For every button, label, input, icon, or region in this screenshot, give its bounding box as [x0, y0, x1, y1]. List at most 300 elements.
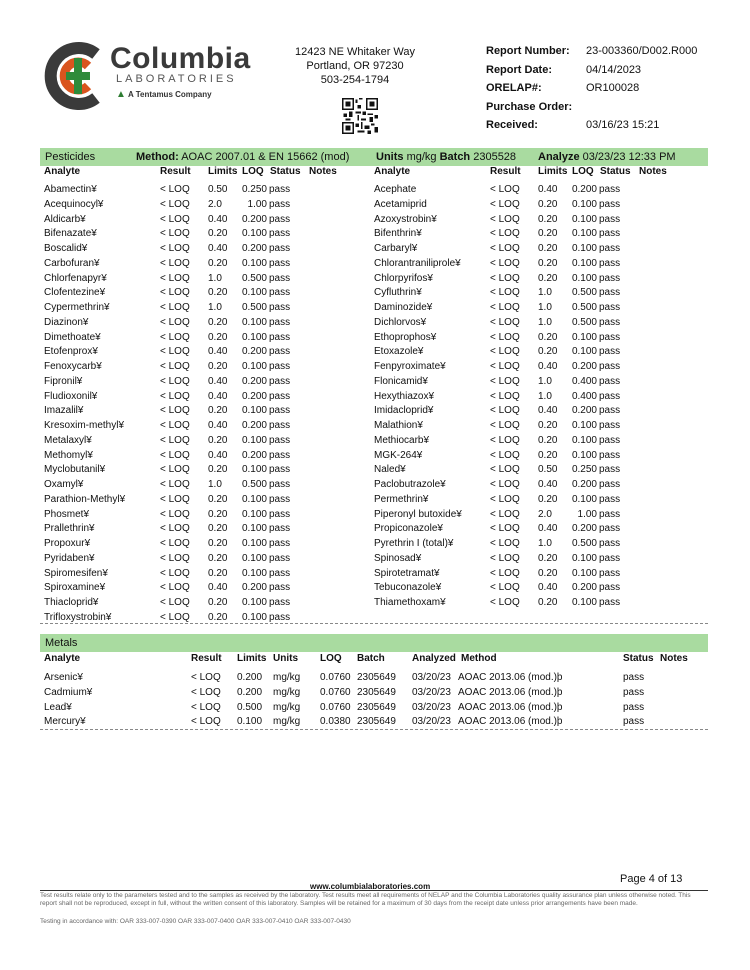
- result-value: < LOQ: [490, 538, 520, 549]
- analyte-name: Prallethrin¥: [44, 523, 95, 535]
- status-value: pass: [599, 331, 621, 343]
- limit-value: 0.20: [208, 552, 228, 564]
- analyte-name: Parathion-Methyl¥: [44, 493, 126, 505]
- result-value: < LOQ: [490, 228, 520, 240]
- header-loq: LOQ: [320, 653, 342, 664]
- analyte-name: Imazalil¥: [44, 405, 84, 417]
- loq-value: 0.100: [241, 611, 267, 623]
- analyte-name: Bifenthrin¥: [374, 228, 422, 240]
- footer-rule: [40, 890, 708, 891]
- batch-label: Batch: [439, 151, 471, 163]
- limit-value: 0.20: [538, 257, 558, 269]
- result-value: < LOQ: [160, 213, 190, 225]
- method-group: [136, 151, 349, 163]
- loq-value: 0.400: [571, 390, 597, 402]
- status-value: pass: [269, 390, 291, 402]
- batch-value: 2305649: [357, 701, 396, 713]
- result-value: < LOQ: [160, 390, 190, 402]
- limit-value: 0.40: [208, 243, 228, 254]
- units-label: Units: [376, 151, 404, 163]
- limit-value: 1.0: [208, 302, 222, 313]
- loq-value: 0.100: [571, 228, 597, 240]
- loq-value: 0.100: [571, 198, 597, 210]
- status-value: pass: [269, 331, 291, 343]
- header-analyzed: Analyzed: [412, 653, 456, 664]
- result-value: < LOQ: [160, 405, 190, 417]
- analyte-name: Permethrin¥: [374, 493, 429, 505]
- analyzed-date: 03/20/23: [412, 672, 451, 683]
- report-value: OR100028: [586, 82, 640, 94]
- analyte-name: Chlorfenapyr¥: [44, 272, 107, 284]
- result-value: < LOQ: [490, 493, 520, 505]
- footer-disclaimer: Test results relate only to the parameters tested and to the samples as received by the laboratory. Test results meet all requirements of NELAP and the Columbia Laboratories quality assurance plan unless otherwise noted. This report shall not be reproduced, except in full, without the written consent of this laboratory. Samples will be retained for a maximum of 30 days from the receipt date unless prior arrangements have been made.: [40, 892, 691, 907]
- limit-value: 0.20: [208, 567, 228, 579]
- limit-value: 0.100: [237, 716, 263, 728]
- analyte-name: Imidacloprid¥: [374, 405, 434, 417]
- loq-value: 0.100: [241, 523, 267, 535]
- analyte-name: Fenpyroximate¥: [374, 361, 446, 372]
- header-status: Status: [270, 166, 301, 177]
- page-number: Page 4 of 13: [620, 873, 683, 885]
- limit-value: 0.40: [538, 405, 558, 417]
- status-value: pass: [599, 405, 621, 417]
- limit-value: 1.0: [208, 479, 222, 490]
- analyte-name: Piperonyl butoxide¥: [374, 508, 462, 520]
- status-value: pass: [599, 184, 621, 195]
- address-line: Portland, OR 97230: [306, 60, 404, 72]
- header-result: Result: [160, 166, 191, 177]
- loq-value: 1.00: [577, 508, 597, 520]
- result-value: < LOQ: [490, 316, 520, 328]
- analyte-name: Carbofuran¥: [44, 257, 100, 269]
- result-value: < LOQ: [490, 567, 520, 579]
- result-value: < LOQ: [490, 597, 520, 608]
- loq-value: 0.100: [241, 493, 267, 505]
- result-value: < LOQ: [490, 346, 520, 358]
- analyte-name: Clofentezine¥: [44, 287, 106, 299]
- status-value: pass: [599, 287, 621, 299]
- limit-value: 0.20: [208, 287, 228, 299]
- loq-value: 0.100: [571, 243, 597, 254]
- limit-value: 0.20: [208, 316, 228, 328]
- analyte-name: Fipronil¥: [44, 375, 83, 387]
- header-analyte: Analyte: [374, 166, 411, 177]
- status-value: pass: [599, 567, 621, 579]
- loq-value: 0.500: [571, 538, 597, 549]
- method-value: AOAC 2013.06 (mod.)þ: [458, 686, 563, 698]
- analyte-name: Dimethoate¥: [44, 331, 101, 343]
- result-value: < LOQ: [490, 420, 520, 431]
- analyte-name: Pyrethrin I (total)¥: [374, 538, 454, 549]
- header-loq: LOQ: [242, 166, 264, 177]
- loq-value: 0.0380: [320, 716, 351, 728]
- analyte-name: Acetamiprid: [374, 198, 427, 210]
- report-key: Report Number:: [486, 45, 570, 57]
- status-value: pass: [269, 538, 291, 549]
- analyte-name: Spinosad¥: [374, 552, 422, 564]
- analyte-name: Acequinocyl¥: [44, 198, 104, 210]
- pesticides-divider: [40, 623, 708, 624]
- result-value: < LOQ: [191, 716, 221, 728]
- status-value: pass: [599, 361, 621, 372]
- loq-value: 0.200: [241, 243, 267, 254]
- report-key: Purchase Order:: [486, 100, 573, 113]
- result-value: < LOQ: [490, 375, 520, 387]
- analyte-name: Trifloxystrobin¥: [44, 611, 112, 623]
- limit-value: 0.20: [538, 434, 558, 446]
- pesticides-section-header: [40, 148, 708, 166]
- status-value: pass: [623, 672, 645, 683]
- analyte-name: Diazinon¥: [44, 316, 89, 328]
- status-value: pass: [599, 434, 621, 446]
- analyte-name: Azoxystrobin¥: [374, 213, 437, 225]
- analyzed-date: 03/20/23: [412, 701, 451, 713]
- status-value: pass: [599, 493, 621, 505]
- status-value: pass: [599, 198, 621, 210]
- loq-value: 0.200: [241, 449, 267, 461]
- loq-value: 0.0760: [320, 701, 351, 713]
- status-value: pass: [599, 302, 621, 313]
- header-limits: Limits: [538, 166, 568, 177]
- limit-value: 0.40: [538, 361, 558, 372]
- analyte-name: Hexythiazox¥: [374, 390, 435, 402]
- limit-value: 0.40: [208, 346, 228, 358]
- loq-value: 0.100: [571, 449, 597, 461]
- report-row: [486, 64, 736, 83]
- result-value: < LOQ: [160, 302, 190, 313]
- result-value: < LOQ: [490, 449, 520, 461]
- loq-value: 0.100: [571, 420, 597, 431]
- result-value: < LOQ: [490, 434, 520, 446]
- method-value: AOAC 2013.06 (mod.)þ: [458, 701, 563, 713]
- limit-value: 0.20: [208, 611, 228, 623]
- lab-logo: [44, 40, 251, 115]
- status-value: pass: [599, 538, 621, 549]
- analyte-name: Dichlorvos¥: [374, 316, 427, 328]
- loq-value: 0.200: [571, 184, 597, 195]
- header-units: Units: [273, 653, 298, 664]
- result-value: < LOQ: [160, 449, 190, 461]
- loq-value: 0.100: [241, 508, 267, 520]
- report-value: 23-003360/D002.R000: [586, 45, 698, 57]
- analyze-group: [538, 151, 676, 163]
- lab-subtitle: LABORATORIES: [116, 73, 237, 85]
- analyze-value: 03/23/23 12:33 PM: [582, 151, 676, 163]
- units-value: mg/kg: [273, 701, 301, 713]
- result-value: < LOQ: [160, 316, 190, 328]
- loq-value: 0.200: [571, 405, 597, 417]
- result-value: < LOQ: [160, 272, 190, 284]
- report-row: [486, 101, 736, 120]
- batch-value: 2305649: [357, 686, 396, 698]
- loq-value: 0.100: [241, 331, 267, 343]
- metals-divider: [40, 729, 708, 730]
- analyte-name: Daminozide¥: [374, 302, 433, 313]
- analyte-name: Spiroxamine¥: [44, 582, 106, 594]
- result-value: < LOQ: [160, 198, 190, 210]
- analyte-name: Fenoxycarb¥: [44, 361, 102, 372]
- result-value: < LOQ: [191, 701, 221, 713]
- status-value: pass: [623, 686, 645, 698]
- analyze-label: Analyze: [538, 151, 580, 163]
- result-value: < LOQ: [490, 184, 520, 195]
- analyte-name: Mercury¥: [44, 716, 86, 728]
- result-value: < LOQ: [160, 567, 190, 579]
- loq-value: 0.250: [571, 464, 597, 476]
- result-value: < LOQ: [490, 302, 520, 313]
- status-value: pass: [269, 493, 291, 505]
- loq-value: 0.500: [241, 302, 267, 313]
- status-value: pass: [269, 198, 291, 210]
- result-value: < LOQ: [490, 331, 520, 343]
- limit-value: 0.20: [538, 493, 558, 505]
- method-label: Method:: [136, 151, 179, 163]
- metals-title: Metals: [45, 637, 78, 649]
- status-value: pass: [269, 420, 291, 431]
- result-value: < LOQ: [160, 597, 190, 608]
- metals-section-header: [40, 634, 708, 652]
- limit-value: 0.500: [237, 701, 263, 713]
- result-value: < LOQ: [160, 420, 190, 431]
- result-value: < LOQ: [160, 464, 190, 476]
- status-value: pass: [623, 701, 645, 713]
- analyte-name: Tebuconazole¥: [374, 582, 442, 594]
- analyte-name: Flonicamid¥: [374, 375, 428, 387]
- analyte-name: Propoxur¥: [44, 538, 91, 549]
- status-value: pass: [269, 184, 291, 195]
- status-value: pass: [599, 375, 621, 387]
- status-value: pass: [269, 257, 291, 269]
- limit-value: 0.20: [208, 257, 228, 269]
- result-value: < LOQ: [490, 361, 520, 372]
- loq-value: 0.200: [571, 479, 597, 490]
- status-value: pass: [599, 582, 621, 594]
- status-value: pass: [599, 479, 621, 490]
- loq-value: 0.0760: [320, 672, 351, 683]
- status-value: pass: [599, 257, 621, 269]
- limit-value: 0.20: [538, 198, 558, 210]
- result-value: < LOQ: [160, 582, 190, 594]
- loq-value: 0.100: [241, 361, 267, 372]
- limit-value: 0.20: [538, 346, 558, 358]
- analyte-name: Malathion¥: [374, 420, 423, 431]
- loq-value: 0.100: [241, 464, 267, 476]
- limit-value: 0.40: [208, 375, 228, 387]
- limit-value: 0.40: [538, 582, 558, 594]
- loq-value: 0.100: [241, 228, 267, 240]
- status-value: pass: [269, 464, 291, 476]
- status-value: pass: [623, 716, 645, 728]
- status-value: pass: [269, 449, 291, 461]
- report-key: Received:: [486, 119, 538, 131]
- loq-value: 0.100: [241, 538, 267, 549]
- loq-value: 0.100: [571, 434, 597, 446]
- footer-url[interactable]: www.columbialaboratories.com: [310, 882, 431, 891]
- status-value: pass: [599, 213, 621, 225]
- loq-value: 0.100: [571, 552, 597, 564]
- analyte-name: Thiacloprid¥: [44, 597, 99, 608]
- result-value: < LOQ: [490, 198, 520, 210]
- limit-value: 0.50: [538, 464, 558, 476]
- batch-value: 2305649: [357, 672, 396, 683]
- header-notes: Notes: [309, 166, 337, 177]
- result-value: < LOQ: [490, 479, 520, 490]
- status-value: pass: [599, 449, 621, 461]
- analyte-name: Cypermethrin¥: [44, 302, 110, 313]
- columbia-logo-icon: [44, 40, 106, 112]
- loq-value: 0.500: [571, 287, 597, 299]
- result-value: < LOQ: [490, 287, 520, 299]
- limit-value: 0.200: [237, 672, 263, 683]
- status-value: pass: [269, 346, 291, 358]
- analyte-name: Abamectin¥: [44, 184, 97, 195]
- report-value: [586, 101, 736, 120]
- report-value: 04/14/2023: [586, 63, 642, 76]
- limit-value: 0.40: [538, 523, 558, 535]
- report-row: [486, 45, 736, 64]
- result-value: < LOQ: [490, 405, 520, 417]
- units-value: mg/kg: [273, 686, 301, 698]
- status-value: pass: [269, 479, 291, 490]
- analyte-name: Pyridaben¥: [44, 552, 95, 564]
- status-value: pass: [269, 302, 291, 313]
- limit-value: 2.0: [208, 198, 222, 210]
- limit-value: 0.20: [538, 331, 558, 343]
- status-value: pass: [599, 228, 621, 240]
- address-phone: 503-254-1794: [320, 74, 390, 86]
- status-value: pass: [269, 552, 291, 564]
- limit-value: 0.20: [208, 228, 228, 240]
- header-notes: Notes: [660, 653, 688, 664]
- loq-value: 0.200: [241, 346, 267, 358]
- lab-address: [280, 45, 430, 87]
- loq-value: 0.200: [241, 420, 267, 431]
- result-value: < LOQ: [191, 672, 221, 683]
- header-method: Method: [461, 653, 497, 664]
- result-value: < LOQ: [490, 582, 520, 594]
- loq-value: 0.100: [571, 597, 597, 608]
- header-limits: Limits: [237, 653, 267, 664]
- loq-value: 0.100: [571, 493, 597, 505]
- header-result: Result: [490, 166, 521, 177]
- loq-value: 0.100: [241, 287, 267, 299]
- limit-value: 0.20: [208, 508, 228, 520]
- status-value: pass: [599, 597, 621, 608]
- analyte-name: Etofenprox¥: [44, 346, 98, 358]
- status-value: pass: [269, 361, 291, 372]
- limit-value: 0.40: [208, 390, 228, 402]
- analyte-name: Paclobutrazole¥: [374, 479, 446, 490]
- loq-value: 0.400: [571, 375, 597, 387]
- status-value: pass: [599, 508, 621, 520]
- header-notes: Notes: [639, 166, 667, 177]
- limit-value: 0.40: [538, 184, 558, 195]
- units-group: [376, 151, 516, 163]
- status-value: pass: [269, 375, 291, 387]
- analyte-name: Ethoprophos¥: [374, 331, 437, 343]
- limit-value: 0.40: [208, 420, 228, 431]
- analyte-name: Thiamethoxam¥: [374, 597, 446, 608]
- limit-value: 0.40: [208, 449, 228, 461]
- units-value: mg/kg: [273, 716, 301, 728]
- status-value: pass: [269, 405, 291, 417]
- status-value: pass: [269, 272, 291, 284]
- analyte-name: Spirotetramat¥: [374, 567, 440, 579]
- status-value: pass: [599, 316, 621, 328]
- loq-value: 0.100: [571, 331, 597, 343]
- analyzed-date: 03/20/23: [412, 686, 451, 698]
- analyte-name: Propiconazole¥: [374, 523, 443, 535]
- status-value: pass: [269, 434, 291, 446]
- result-value: < LOQ: [160, 493, 190, 505]
- result-value: < LOQ: [490, 552, 520, 564]
- analyte-name: Carbaryl¥: [374, 243, 418, 254]
- limit-value: 0.20: [538, 213, 558, 225]
- limit-value: 0.20: [538, 567, 558, 579]
- loq-value: 0.200: [571, 361, 597, 372]
- status-value: pass: [269, 243, 291, 254]
- status-value: pass: [599, 523, 621, 535]
- loq-value: 0.200: [571, 523, 597, 535]
- limit-value: 1.0: [538, 390, 552, 402]
- status-value: pass: [599, 552, 621, 564]
- status-value: pass: [269, 567, 291, 579]
- analyte-name: Chlorantraniliprole¥: [374, 257, 461, 269]
- analyte-name: Methomyl¥: [44, 449, 93, 461]
- limit-value: 0.20: [208, 331, 228, 343]
- status-value: pass: [269, 582, 291, 594]
- analyte-name: Acephate: [374, 184, 417, 195]
- report-key: Report Date:: [486, 63, 553, 76]
- loq-value: 0.250: [241, 184, 267, 195]
- status-value: pass: [269, 611, 291, 623]
- result-value: < LOQ: [160, 228, 190, 240]
- limit-value: 1.0: [538, 538, 552, 549]
- limit-value: 1.0: [538, 302, 552, 313]
- limit-value: 0.40: [208, 213, 228, 225]
- loq-value: 0.0760: [320, 686, 351, 698]
- result-value: < LOQ: [490, 272, 520, 284]
- limit-value: 0.20: [538, 552, 558, 564]
- analyte-name: Kresoxim-methyl¥: [44, 420, 125, 431]
- analyzed-date: 03/20/23: [412, 716, 451, 728]
- limit-value: 0.20: [208, 361, 228, 372]
- qr-code-icon: [342, 98, 378, 134]
- limit-value: 1.0: [208, 272, 222, 284]
- limit-value: 0.200: [237, 686, 263, 698]
- analyte-name: Lead¥: [44, 701, 72, 713]
- loq-value: 0.100: [571, 567, 597, 579]
- limit-value: 0.20: [538, 228, 558, 240]
- result-value: < LOQ: [160, 331, 190, 343]
- limit-value: 0.20: [208, 464, 228, 476]
- result-value: < LOQ: [160, 257, 190, 269]
- loq-value: 0.100: [241, 316, 267, 328]
- analyte-name: Chlorpyrifos¥: [374, 272, 433, 284]
- status-value: pass: [269, 597, 291, 608]
- result-value: < LOQ: [160, 508, 190, 520]
- units-value: mg/kg: [406, 151, 437, 163]
- limit-value: 0.20: [208, 434, 228, 446]
- address-line: 12423 NE Whitaker Way: [294, 46, 416, 58]
- loq-value: 0.500: [571, 302, 597, 313]
- report-row: [486, 119, 736, 138]
- method-value: AOAC 2013.06 (mod.)þ: [458, 672, 563, 683]
- status-value: pass: [269, 316, 291, 328]
- analyte-name: Metalaxyl¥: [44, 434, 92, 446]
- result-value: < LOQ: [490, 508, 520, 520]
- header-status: Status: [623, 653, 654, 664]
